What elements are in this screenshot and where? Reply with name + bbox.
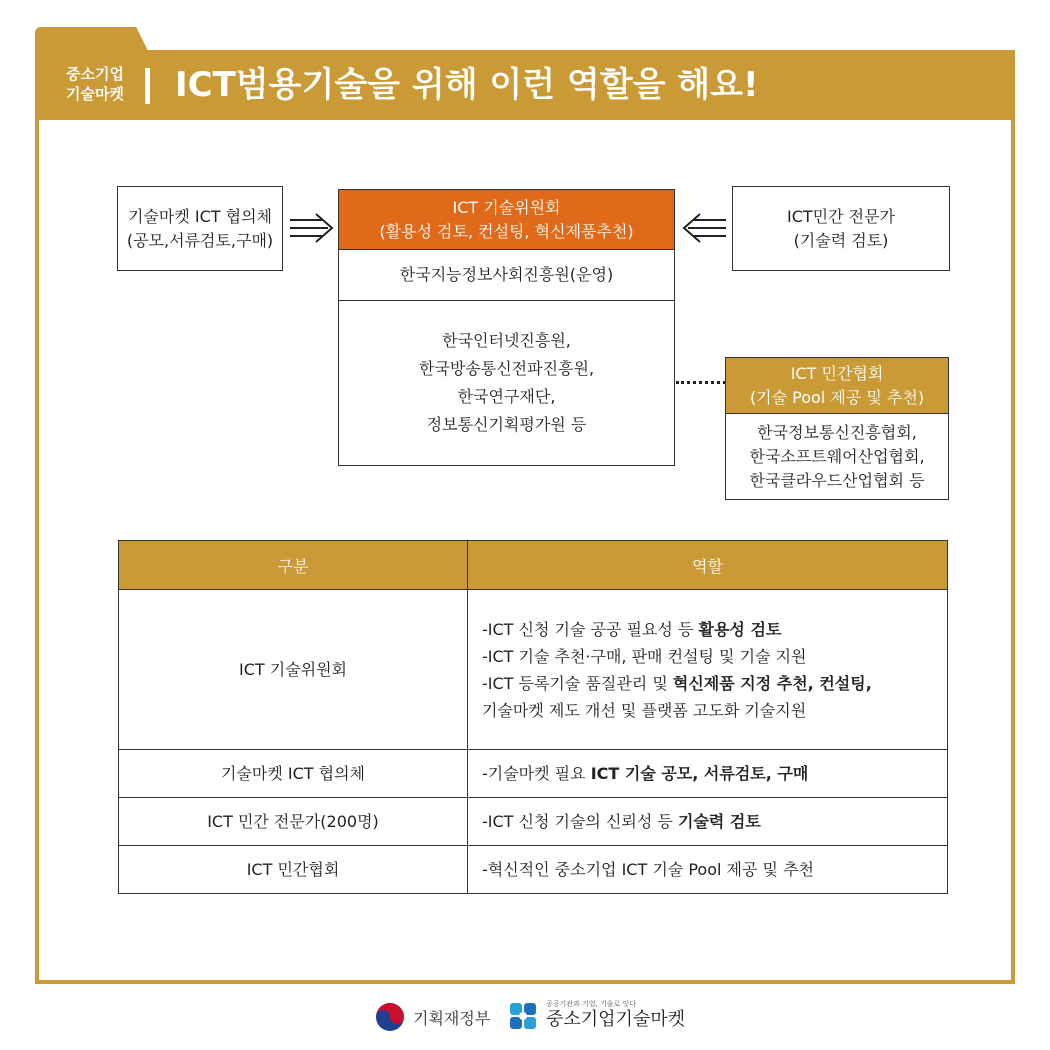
association-member: 한국정보통신진흥협회,: [757, 422, 917, 442]
table-row: [119, 798, 948, 846]
row-role: [468, 798, 948, 846]
expert-box: [732, 186, 950, 271]
role-line: [482, 616, 947, 643]
committee-roles: (활용성 검토, 컨설팅, 혁신제품추천): [379, 221, 634, 241]
header-category: 구분: [119, 541, 468, 590]
role-text: -혁신적인 중소기업 ICT 기술 Pool 제공 및 추천: [482, 860, 814, 879]
role-text: -기술마켓 필요: [482, 764, 591, 783]
role-line: [482, 643, 947, 670]
association-member: 한국소프트웨어산업협회,: [749, 446, 925, 466]
table-row: [119, 590, 948, 750]
header-divider: [145, 68, 150, 104]
role-emphasis: 활용성 검토: [698, 619, 782, 639]
role-text: 기술마켓 제도 개선 및 플랫폼 고도화 기술지원: [482, 700, 807, 720]
brand-label: [55, 64, 135, 104]
role-emphasis: 기술력 검토: [677, 812, 761, 831]
expert-title: ICT민간 전문가: [786, 206, 896, 226]
association-header: [725, 357, 949, 414]
header-role: 역할: [468, 541, 948, 590]
council-roles: (공모,서류검토,구매): [126, 230, 274, 250]
association-title: ICT 민간협회: [790, 363, 884, 383]
role-line: [482, 697, 947, 724]
role-text: -ICT 신청 기술의 신뢰성 등: [482, 812, 678, 831]
role-emphasis: 혁신제품 지정 추천, 컨설팅,: [672, 673, 872, 693]
row-role: [468, 590, 948, 750]
association-member: 한국클라우드산업협회 등: [749, 470, 925, 490]
page-title: ICT범용기술을 위해 이런 역할을 해요!: [175, 65, 759, 105]
market-tagline: 공공기관과 기업, 기술로 잇다: [546, 1000, 637, 1008]
role-emphasis: ICT 기술 공모, 서류검토, 구매: [590, 764, 809, 783]
committee-operator: 한국지능정보사회진흥원(운영): [399, 265, 614, 284]
committee-header: [338, 189, 675, 250]
row-role: [468, 750, 948, 798]
committee-member: 한국방송통신전파진흥원,: [418, 359, 595, 378]
row-category: 기술마켓 ICT 협의체: [119, 750, 468, 798]
market-logo-icon: [508, 1001, 538, 1031]
row-category: ICT 민간 전문가(200명): [119, 798, 468, 846]
footer: [0, 998, 1050, 1038]
committee-title: ICT 기술위원회: [452, 197, 561, 217]
council-title: 기술마켓 ICT 협의체: [127, 206, 273, 226]
committee-member: 한국인터넷진흥원,: [442, 331, 571, 350]
ministry-name: 기획재정부: [413, 1008, 491, 1028]
role-text: -ICT 등록기술 품질관리 및: [482, 673, 673, 693]
market-logo: [508, 1000, 685, 1031]
table-header-row: [119, 541, 948, 590]
role-text: -ICT 신청 기술 공공 필요성 등: [482, 619, 699, 639]
committee-operator-box: [338, 249, 675, 301]
role-line: [482, 670, 947, 697]
role-line: [482, 856, 947, 883]
table-row: [119, 846, 948, 894]
arrow-right-icon: [288, 211, 336, 245]
committee-members-box: [338, 300, 675, 466]
council-box: [117, 186, 283, 271]
roles-table: [118, 540, 948, 894]
dotted-connector: [676, 381, 726, 384]
role-line: [482, 808, 947, 835]
committee-member: 정보통신기획평가원 등: [426, 415, 587, 434]
brand-line-2: 기술마켓: [66, 85, 124, 103]
committee-member: 한국연구재단,: [457, 387, 556, 406]
row-role: [468, 846, 948, 894]
association-role: (기술 Pool 제공 및 추천): [749, 387, 925, 407]
row-category: ICT 민간협회: [119, 846, 468, 894]
page-header: [35, 50, 1015, 120]
arrow-left-icon: [680, 211, 728, 245]
table-row: [119, 750, 948, 798]
ministry-logo: [375, 1002, 490, 1032]
brand-line-1: 중소기업: [66, 65, 124, 83]
association-members-box: [725, 413, 949, 500]
role-text: -ICT 기술 추천·구매, 판매 컨설팅 및 기술 지원: [482, 646, 807, 666]
market-name: 중소기업기술마켓: [546, 1009, 686, 1030]
expert-role: (기술력 검토): [793, 230, 889, 250]
taegeuk-icon: [375, 1002, 405, 1032]
row-category: ICT 기술위원회: [119, 590, 468, 750]
role-line: [482, 760, 947, 787]
